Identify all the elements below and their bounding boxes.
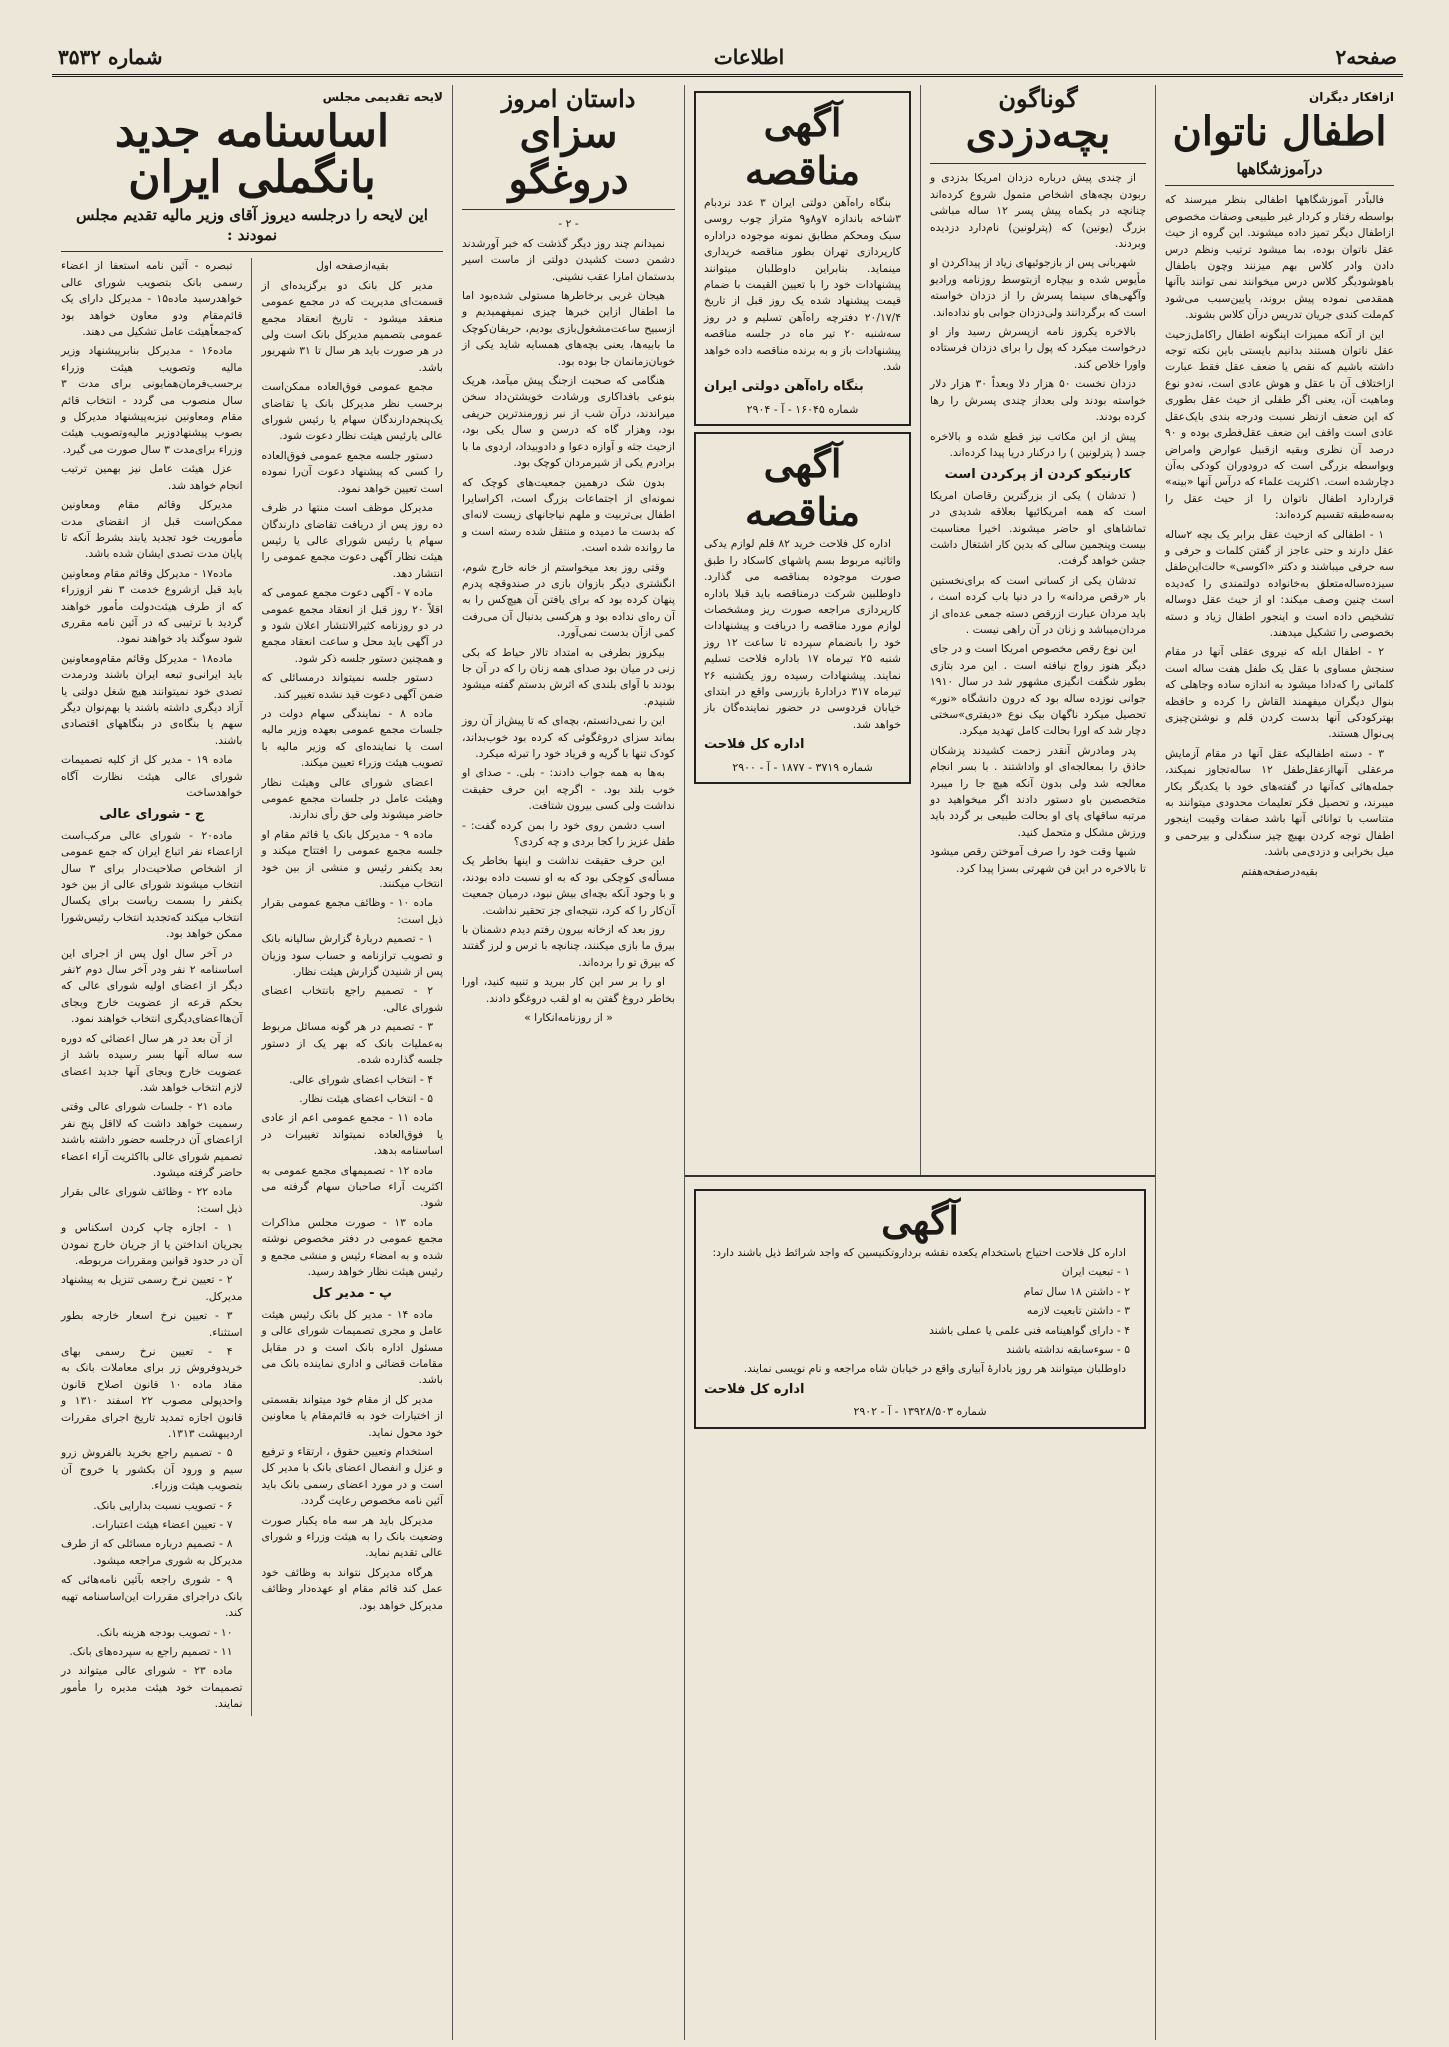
paragraph: استخدام وتعیین حقوق ، ارتقاء و ترفیع و عزل و انفصال اعضای بانک با مدیر کل است و در مورد اعضای رسمی بانک باید آئین نامه مخصوص رعایت گردد.	[261, 1445, 443, 1508]
paragraph: ماده ۱۲ - تصمیمهای مجمع عمومی به اکثریت آراء صاحبان سهام گرفته می شود.	[261, 1163, 443, 1210]
paragraph: ۴ - تعیین نرخ رسمی بهای خریدوفروش زر برای معاملات بانک به‌ مفاد ماده ۱۰ قانون اصلاح قانون واحدپولی مصوب ۲۲ اسفند ۱۳۱۰ و قانون اجازه تمدید تاریخ اجرای مقررات اردیبهشت ۱۳۱۳.	[61, 1345, 243, 1441]
paragraph: تدشان یکی از کسانی است که برای‌نخستین بار «رقص مردانه» را در دنیا باب کرده است ، باید مردان عبارت ازرقص دسته جمعی عده‌ای از مردان‌میباشد و زنان در آن راهی نیست .	[930, 573, 1146, 636]
paragraph: ۳ - تصمیم در هر گونه مسائل مربوط به‌عملیات بانک که بهر یک از دستور جلسه گذارده شده.	[261, 1020, 443, 1067]
ad-tender-railway	[694, 91, 911, 426]
paragraph: نمیدانم چند روز دیگر گذشت که خبر آورشدند دشمن دست کشیدن دولتی از ماست اسیر بدستمان امارا عقب نشینی.	[462, 236, 675, 283]
paragraph: عزل هیئت عامل نیز بهمین ترتیب انجام خواهد شد.	[61, 462, 243, 492]
paragraph: ماده ۹ - مدیرکل بانک یا قائم مقام او جلسه مجمع عمومی را افتتاح میکند و بعد یکنفر رئیس و منشی از بین خود انتخاب میکنند.	[261, 827, 443, 891]
article-kicker: لایحه تقدیمی مجلس	[322, 90, 443, 104]
paragraph: روز بعد که ازخانه بیرون رفتم دیدم دشمنان با بیرق ما بازی میکنند، چنانچه با ترس و لرز گفتند که بیرق تو را برده‌اند.	[462, 923, 675, 969]
paragraph: ۱ - تصمیم دربارهٔ گزارش سالیانه بانک و تصویب ترازنامه و حساب سود وزیان پس از شنیدن گزارش هیئت نظار.	[261, 932, 443, 979]
issue-number: شماره ۳۵۳۲	[58, 45, 163, 69]
paragraph: اعضای شورای عالی وهیئت نظار وهیئت عامل در جلسات مجمع عمومی حاضر میشوند ولی حق رأی ندارند.	[261, 775, 443, 822]
ad-reference: شماره ۳۷۱۹ - ۱۸۷۷ - آ - ۲۹۰۰	[732, 760, 873, 774]
section-heading: پ - مدیر کل	[312, 1286, 393, 1302]
paragraph: مدیرکل باید هر سه ماه یکبار صورت وضعیت بانک را به هیئت وزراء و شورای عالی تقدیم نماید.	[261, 1513, 443, 1560]
paragraph: ماده ۱۳ - صورت مجلس مذاکرات مجمع عمومی در دفتر مخصوص نوشته شده و به امضاء رئیس و منشی مجمع و رئیس هیئت نظار خواهد رسید.	[261, 1215, 443, 1278]
article-headline: اساسنامه جدید بانگملی ایران	[114, 106, 390, 204]
paragraph: ۶ - تصویب نسبت بدارایی بانک.	[93, 1498, 233, 1512]
paragraph: شهربانی پس از بازجوئیهای زیاد از پیداکردن او مأیوس شده و بیچاره ازبتوسط روزنامه ورادیو وآگهی‌های سینما پسرش را از دزدان خواسته است که برگردانند ولی‌دزدان جوابی باو نداده‌اند.	[930, 256, 1146, 319]
paragraph: مجمع عمومی فوق‌العاده ممکن‌است برحسب نظر مدیرکل بانک یا تقاضای یک‌پنجم‌دارندگان سهام یا رئیس شورای عالی یا‌رئیس هیئت نظار دعوت شود.	[261, 380, 443, 443]
ad-signature: اداره کل فلاحت	[704, 1381, 805, 1397]
paragraph: ماده۱۸ - مدیرکل وقائم مقام‌ومعاونین باید ایرانی‌و تبعه ایران باشند ودرمدت تصدی خود نمیتوانند هیچ شغل دولتی یا آزاد دیگری داشته باشند یا بهم‌نوان‌ دیگر سهم یا بنگاه‌ی در بنگاههای اقتصادی باشند.	[61, 651, 243, 747]
paragraph: هرگاه مدیرکل نتواند به وظائف خود عمل کند قائم مقام او عهده‌دار وظائف مدیرکل خواهد بود.	[261, 1565, 443, 1612]
paragraph: ماده ۱۰ - وظائف مجمع عمومی بقرار ذیل است:	[261, 896, 443, 926]
paragraph: ۹ - شوری‌ راجعه بآئین نامه‌هائی که بانک در‌اجرای مقررات این‌اساسنامه تهیه کند.	[61, 1573, 243, 1620]
middle-top-row	[685, 85, 1155, 1175]
ad-signature: بنگاه راه‌آهن دولتی ایران	[704, 379, 864, 395]
paragraph: تبصره - آئین نامه استعفا از اعضاء رسمی بانک بتصویب شورای عالی خواهدرسید ماده۱۵ - مدیرکل دارای یک قائم‌مقام ودو معاون خواهد بود که‌جمعاًهیئت عامل تشکیل می دهند.	[61, 259, 243, 339]
paragraph: شبها وقت خود را صرف آموختن رقص میشود تا بالاخره در این فن شهرتی بسزا پیدا کرد.	[930, 845, 1146, 875]
paragraph: از چندی پیش درباره دزدان امریکا بدزدی و ربودن بچه‌های اشخاص متمول شروع کرده‌اند چنانچه در یکماه پیش پسر ۱۲ ساله‌ مباشی بزرگ (یونین) که (پترلونین) نام‌دارد دزدیده وبردند.	[930, 171, 1146, 251]
paragraph: بدون شک درهمین جمعیت‌های کوچک که نمونه‌ای از اجتماعات بزرگ است، اکراسایرا اطفال بی‌تربیت و ملهم نیاجانهای زیست لانه‌ای که بدست ما دمیده و منتقل شده رسته است و ما روانده شده است.	[462, 475, 675, 555]
paragraph: ماده ۱۴ - مدیر کل بانک‌ رئیس هیئت عامل و مجری تصمیمات شورای عالی و مسئول اداره بانک است و در مقابل مقامات‌ قضائی و اداری نماینده بانک می باشد.	[261, 1307, 443, 1387]
paragraph: فالباًدر آموزشگاهها اطفالی بنظر میرسند که بواسطه رفتار و کردار غیر طبیعی وصفات مخصوص ازاطفال دیگر تمیز داده میشوند. این گروه از حیث عقل ناتوان بوده، بما میشود ترتیب ونظم درس دادن وادر کلاس بهم میزنند وچون باطفال باهوشودیگر کلاس درس میخوانند نمی توانند باآنها همقدمی نموده پیش بروند، پایین‌سبب می‌شود کم‌ملت کندی جریان تدریس درآن کلاس بشوند.	[1165, 193, 1394, 322]
paragraph: ماده ۱۱ - مجمع عمومی اعم از عادی یا فوق‌العاده نمیتواند تغییرات در اساسنامه بدهد.	[261, 1111, 443, 1158]
paragraph: هنگامی که صحبت ازجنگ پیش میآمد، هریک بنوعی بافداکاری ورشادت خویشتن‌داد سخن میراندند، درآن شب از نبر زورمندترین حریفی بود، وهزار گاه که درسن و سال یکی بود، ازحیث جثه و آوازه دعوا و داد‌وبیداد، اردوی ما با برادرم یکی از شیرمردان کوچک بود.	[462, 374, 675, 470]
ad-title: آگهی	[881, 1198, 959, 1243]
paragraph: مدیر کل از مقام خود میتواند بقسمتی از اختیارات خود به قائم‌مقام یا معاونین خود محول نماید.	[261, 1392, 443, 1439]
ad-top-filler	[685, 85, 920, 1175]
ad-reference: شماره ۱۳۹۲۸/۵۰۳ - آ - ۲۹۰۲	[853, 1405, 987, 1419]
paragraph: ۲ - تعیین نرخ رسمی تنزیل به پیشنهاد مدیرکل.	[61, 1273, 243, 1303]
paragraph: ( تدشان ) یکی از بزرگترین رقاصان امریکا است که همه امریکائیها بعلاقه‌ شدیدی در تماشاهای او حاضر میشوند. اخیرا معناسبت بیست وپنجمین سالی که بدین کار اشتغال داشت جشن خواهد گرفت.	[930, 488, 1146, 568]
divider	[462, 209, 675, 210]
article-headline: بچه‌دزدی	[965, 110, 1111, 158]
ad-list-item: ۳ - داشتن تابعیت لازمه	[1026, 1304, 1130, 1318]
statute-columns	[61, 258, 443, 1715]
paragraph: ۱۱ - تصمیم راجع به سپرده‌های بانک.	[69, 1644, 233, 1658]
paragraph: ماده ۲۱ - جلسات شورای عالی وقتی رسمیت خواهد داشت که لااقل پنج نفر ازاعضای آن درجلسه حضور داشته باشند تصمیم شورای عالی بااکثریت آراء اعضاء حاضر گرفته میشود.	[61, 1100, 243, 1179]
article-headline: سزای دروغگو	[508, 110, 629, 204]
section-heading: ج - شورای عالی	[99, 807, 205, 823]
ad-notice-area	[685, 1175, 1155, 2035]
section-tag: داستان امروز	[501, 85, 636, 113]
paragraph: او را بر سر این کار ببرید و تنبیه کنید، اورا بخاطر دروغ گفتن به‌ او لقب دروغگو دادند.	[462, 975, 675, 1005]
paragraph: ۲ - تصمیم راجع بانتخاب اعضای شورای عالی.	[261, 984, 443, 1014]
source-note: « از روزنامه‌انکارا »	[524, 1011, 613, 1025]
paragraph: ۳ - تعیین نرخ اسعار خارجه بطور استثناء.	[61, 1309, 243, 1339]
statute-column-left	[61, 258, 252, 1715]
article-bank-statute	[52, 85, 452, 2040]
paragraph: ۴ - انتخاب اعضای شورای عالی.	[289, 1072, 433, 1086]
masthead	[52, 40, 1403, 77]
columns	[52, 85, 1403, 2040]
paragraph: ماده ۲۳ - شورای عالی میتواند در تصمیمات خود هیئت مدیره را‌ مأمور نمایند.	[61, 1664, 243, 1711]
part-number: - ۲ -	[558, 217, 579, 231]
ad-title: آگهی مناقصه	[745, 441, 860, 535]
paragraph: این از آنکه ممیزات اینگونه اطفال راکامل‌زحیث عقل ناتوان هستند بدانیم بایستی باین نکته توجه داشته باشیم که نقص یا ضعف عقل فقط عبارت ازاختلاف آن با عقل و هوش عادی است، نه‌دو نوع وماهیت آن، یعنی اگر طفلی از حیث عقل بطوری که این ضعف ازنظر نسبت ودرجه بندی بایک‌عقل عادی است واقف این ضعف عقل‌فطری بوده و ۹۰ درصد آن نظری وبقیه ازقبیل عوارض وامراض وبواسطه‌ بزرگی است که‌ درودوران کودکی به‌آن دچارشده است. ۱کثریت علماء که درآس آنها «بینه» قراردارد اطفال ناتوان را از حیث عقل را به‌سه‌طبقه تقسیم کرده‌اند:	[1165, 327, 1394, 522]
divider	[1165, 185, 1394, 186]
paragraph: ۱۰ - تصویب بودجه هزینه بانک.	[96, 1625, 233, 1639]
paragraph: ماده ۷ - آگهی دعوت مجمع عمومی که اقلاً ۲۰ روز قبل از انعقاد مجمع عمومی در دو روزنامه کثیرالانتشار اعلان شود و در آگهی باید محل و ساعت انعقاد مجمع و همچنین دستور جلسه ذکر شود.	[261, 586, 443, 665]
paragraph: هیجان غربی برخاطرها مستولی شده‌بود اما ما اطفال ازاین خبرها چیزی نمیفهمیدیم و ازسبیح ساعت‌مشغول‌بازی بودیم، حریفان‌کوچک ما بابیه‌ها، یعنی بچه‌های همسایه شاید یکی از خوبان‌زمانمان جا بوده بود.	[462, 289, 675, 368]
article-subhead: این لایحه را درجلسه دیروز آقای وزیر مالیه تقدیم مجلس نمودند :	[76, 206, 428, 245]
middle-pane	[684, 85, 1155, 2040]
paragraph: مدیرکل وقائم مقام ومعاونین ممکن‌است قبل از انقضای مدت مأموریت خود تجدید یابند بشرط آنکه تا پایان مدت تصدی ایشان شده باشد.	[61, 498, 243, 561]
paragraph: دزدان نخست ۵۰ هزار دلا وبعداً ۳۰ هزار دلار خواسته بودند ولی بعداز چندی پسرش را رها کرده بودند.	[930, 377, 1146, 424]
paragraph: ۳ - دسته اطفالیکه عقل آنها در مقام آزمایش مرعقلی آنهاازعقل‌طفل ۱۲ ساله‌تجاوز نمیکند، جمله‌هائی که‌آنها در گفته‌های خود با یکدیگر بکار میبرند، و تحصیل فکر تعلیمات محدودی میتوانند به‌ متناسب با توانائی آنها باشد صفات وقیبت اینجور اطفال توجه کردن بهیچ چیز سنگدلی و بیرحمی و میل بخرابی و دزدی‌می باشد.	[1165, 746, 1394, 859]
ad-list-item: ۴ - دارای گواهینامه فنی علمی یا عملی باشند	[929, 1323, 1130, 1337]
paragraph: اسب دشمن روی خود را بمن کرده گفت: - طفل عزیز را کجا بردی و چه کردی؟	[462, 818, 675, 849]
paragraph: به‌ها به همه جواب دادند: - بلی. - صدای او خوب بلند بود. - اگرچه این حرف حقیقت نداشت ولی کسی بیرون شتافت.	[462, 766, 675, 813]
paragraph: بیکروز بطرفی به‌ امتداد تالار حیاط که بکی زنی در میان بود صدای همه زنان را که در آن جا بودند با آوای بلندی که اثرش بدستم گفته میشود شنیدم.	[462, 645, 675, 708]
ad-notice-hiring	[694, 1189, 1146, 1429]
ad-intro: اداره کل فلاحت احتیاج باستخدام یکعده نقشه برداروتکنیسین که واجد شرائط ذیل باشند دارد:	[712, 1246, 1126, 1259]
paragraph: ۱ - اطفالی که ازحیث عقل برابر یک بچه ۲ساله عقل دارند و حتی عاجز از گفتن کلمات و حرفی و سه حرفی میباشند و دکتر «اکوسی» حالت‌این‌طفل سیزده‌ساله‌متعلق به‌خانواده دولتمندی را که‌دیده است چنین وصف میکند: او از حیث عقل دوساله تشخیص داده است و اینجور اطفال زیاد و دسته بخصوصی را تشکیل میدهند.	[1165, 527, 1394, 639]
continued-from: بقیه‌ازصفحه اول	[315, 259, 389, 273]
divider	[61, 251, 443, 252]
paragraph: ماده ۸ - نمایندگی سهام دولت در جلسات مجمع عمومی بعهده وزیر مالیه است یا نماینده‌ای که وزیر مالیه با تصویب هیئت وزراء تعیین میکند.	[261, 706, 443, 770]
divider	[930, 163, 1146, 164]
ad-list-item: ۱ - تبعیت ایران	[1061, 1265, 1130, 1279]
paragraph: ۱ - اجازه چاپ کردن اسکناس و بجریان انداختن یا از جریان خارج نمودن آن در حدود قوانین ومقررات مربوطه.	[61, 1221, 243, 1267]
article-kicker: ازافکار دیگران	[1308, 90, 1394, 104]
ad-body: بنگاه راه‌آهن دولتی ایران ۳ عدد نردبام ۳شاخه باندازه ۷و۸و۹ متراز چوب روسی سبک ومحکم مطابق نمونه موجوده دراداره‌ کارپردازی تهران بطور مناقصه خریداری مینماید. بنابراین داوطلبان میتوانند پیشنهادات خود را با تعیین القیمت با ضمام قیمت پیشنهاد شده یک روز قبل از تاریخ ۲۰/۱۷/۴ دفترچه راه‌آهن تسلیم و در روز سه‌شنبه ۲۰ تیر ماه در جلسه مناقصه پیشنهادات باز و به ‌برنده مناقصه داده خواهد شد.	[704, 196, 901, 374]
statute-column-right	[262, 258, 444, 1715]
paragraph: ۲ - اطفال ابله که نیروی عقلی آنها در مقام سنجش مساوی با عقل یک طفل هفت ساله است کلماتی را که‌دادا میشود به‌ اندازه ساده وجاهلی که بنوال دیگران میفهمند القاش را کرده و حافظه بهترکودکی آنها بدست کردن قلم و نوشتن‌چیزی پی‌نوال هستند.	[1165, 645, 1394, 741]
article-subhead: درآموزشگاهها	[1236, 160, 1323, 179]
paragraph: وقتی روز بعد میخواستم از خانه خارج شوم، انگشتری دیگر بازوان بازی در صندوقچه پدرم پنهان کرده بود که برای یافتن آن هیچ‌کس را به‌ آن ره‌ای نداده بود و هرکسی بدنبال آن می‌رفت کمی ازآن بدست نمی‌آورد.	[462, 560, 675, 640]
paragraph: از آن بعد در هر سال اعضائی که دوره سه ساله آنها بسر رسیده باشد از عضویت خارج وبجای آنها جدید اعضای لازم انتخاب خواهد شد.	[61, 1031, 243, 1094]
paragraph: دستور جلسه مجمع عمومی فوق‌العاده را کسی که پیشنهاد دعوت آن‌را نموده است تعیین خواهد نمود.	[261, 448, 443, 495]
paragraph: این را نمی‌دانستم، بچه‌ای که تا پیش‌از آن روز بماند سزای دروغگوئی که کرده بود خوب‌بداند، کودک تنها با گریه و فریاد خود را تبرئه میکرد.	[462, 714, 675, 760]
article-kidnapping	[920, 85, 1155, 1175]
paper-name: اطلاعات	[713, 45, 785, 69]
paragraph: در آخر سال اول پس از اجرای این اساسنامه ۲ نفر ودر آخر سال دوم ۲نفر دیگر از اعضای اولیه شورای عالی که بحکم قرعه از عضویت خارج وبجای آن‌ها‌اعضای‌دیگری انتخاب خواهند نمود.	[61, 946, 243, 1026]
ad-footer: داوطلبان میتوانند هر روز بادارهٔ آبیاری واقع در خیابان شاه مراجعه و نام نویسی نمایند.	[743, 1362, 1126, 1376]
paragraph: این حرف حقیقت نداشت و اینها بخاطر یک مسأله‌ی کوچکی بود که به‌ او نسبت داده بودند، و با وجود آنکه بچه‌ای بیش نبود، درمیان جمعیت آن‌کار را که کرد، نتیجه‌ای جز تحقیر نداشت.	[462, 854, 675, 917]
page-number: صفحه۲	[1335, 45, 1397, 69]
paragraph: ماده۱۶ - مدیرکل بنابرپیشنهاد وزیر مالیه وتصویب هیئت وزراء برحسب‌فرمان‌همایونی برای مدت ۳ سال منصوب می گردد - انتخاب قائم مقام ومعاونین نیزبه‌پیشنهاد مدیرکل و بصوب پیشنهادوزیر مالیه‌وتصویب هیئت وزراء برای‌مدت ۳ سال صورت می گیرد.	[61, 344, 243, 456]
paragraph: ماده ۱۹ - مدیر کل از کلیه تصمیمات شورای عالی هیئت نظارت آگاه خواهد‌ساخت	[61, 753, 243, 799]
paragraph: ۷ - تعیین اعضاء هیئت اعتبارات.	[91, 1518, 233, 1532]
paragraph: ۵ - انتخاب اعضای هیئت نظار.	[299, 1091, 433, 1105]
ad-signature: اداره کل فلاحت	[704, 737, 805, 753]
paragraph: پدر ومادرش آنقدر زحمت کشیدند پزشکان حاذق را بمعالجه‌ای او واداشتند . با بسر انجام معالجه شد ولی بدون آنکه هیچ جا را میبرد متخصصین باو دستور دادند اگر میخواهید دو مرتبه ساقهای پای او بحالت طبیعی بر گردد باید ورزش مشکل و متحمل کنید.	[930, 743, 1146, 839]
ad-body: اداره کل فلاحت خرید ۸۲ قلم لوازم یدکی واثاثیه مربوط بسم پاشهای کاسکاد را طبق صورت موجوده بمناقصه می گذارد. داوطلبین شرکت درمناقصه باید قبلا باداره کارپردازی مراجعه صورت ریز ومشخصات لوازم مورد مناقصه را دریافت و پیشنهادات خود را بانضمام سپرده تا ساعت ۱۲ روز شنبه ۲۵ تیرماه ۱۷ باداره فلاحت تسلیم نمایند. پیشنهادات رسیده روز یکشنبه ۲۶ تیرماه ۳۱۷ درادارهٔ بازرسی واقع در ابتدای خیابان فردوسی در حضور نماینده‌گان باز خواهد شد.	[704, 537, 901, 731]
paragraph: ۸ - تصمیم درباره مسائلی که از طرف مدیرکل به شوری مراجعه میشود.	[61, 1537, 243, 1567]
paragraph: دستور جلسه نمیتواند درمسائلی که ضمن آگهی دعوت قید نشده تغییر کند.	[261, 671, 443, 701]
article-headline: اطفال ناتوان	[1172, 108, 1387, 156]
paragraph: این نوع رقص مخصوص امریکا است و در جای دیگر هنوز رواج نیافته است . این مرد بتازی بطور شگفت انگیزی مشهور شد در سال ۱۹۱۰ جوانی نوزده ساله بود که درون دانشگاه «نور» تحصیل میکرد ناگهان بیک نوع «دیفتری»سختی دچار شد که اورا بحالت کامل تهدید میکرد.	[930, 642, 1146, 738]
ad-tender-agriculture	[694, 432, 911, 784]
article-subhead: کارنیکو کردن از پرکردن است	[944, 467, 1132, 483]
paragraph: ۵ - تصمیم راجع بخرید بالفروش زرو سیم و ورود آن بکشور یا خروج آن بتصویب هیئت وزراء.	[61, 1446, 243, 1493]
article-weak-children	[1155, 85, 1403, 2040]
ad-reference: شماره ۱۶۰۴۵ - آ - ۲۹۰۴	[746, 402, 859, 416]
paragraph: بالاخره یکروز نامه ازپسرش رسید واز او درخواست میکرد که پول را برای دزدان فرستاده واورا خلاص کند.	[930, 325, 1146, 371]
paragraph: مدیرکل موظف است منتها در ظرف ده روز پس از دریافت تقاضای دارندگان سهام یا رئیس شورای عالی یا رئیس هیئت نظار آگهی دعوت مجمع عمومی را انتشار دهد.	[261, 501, 443, 580]
ad-list-item: ۵ - سوءسابقه نداشته باشند	[1006, 1343, 1130, 1357]
ad-list-item: ۲ - داشتن ۱۸ سال تمام	[1023, 1284, 1130, 1298]
paragraph: مدیر کل بانک دو برگزیده‌ای از قسمت‌ای مدیریت که در مجمع عمومی منعقد میشود - تاریخ انعقاد مجمع عمومی بتصمیم مدیرکل بانک است ولی در هر صورت باید هر سال تا ۳۱ شهریور باشد.	[261, 278, 443, 374]
paragraph: پیش از این مکاتب‌ نیز قطع شده و بالاخره جسد ( پترلونین ) را درکنار دریا پیدا کرده‌اند.	[930, 429, 1146, 459]
paragraph: ماده۲۰ - شورای عالی مرکب‌است ازاعضاء نفر اتباع ایران که جمع عمومی از اشخاص صلاحیت‌دار برای ۳ سال انتخاب میشوند شورای عالی از بین خود یکنفر را بسمت ریاست برای یکسال انتخاب میکند که‌تجدید انتخاب رئیس‌شورا ممکن خواهد بود.	[61, 828, 243, 941]
paragraph: ماده۱۷ - مدیرکل وقائم مقام ومعاونین باید قبل ازشروع خدمت ۳ نفر ازوزراء که از طرف هیئت‌دولت مأمور خواهند گردید با ترتیبی که در آئین نامه مقرری شود سوگند یاد خواهند نمود.	[61, 566, 243, 646]
continued-note: بقیه‌درصفحه‌هفتم	[1241, 864, 1318, 878]
ad-title: آگهی مناقصه	[745, 100, 860, 193]
paragraph: ماده ۲۲ - وظائف شورای عالی بقرار ذیل است:	[61, 1185, 243, 1215]
article-story	[452, 85, 684, 2040]
section-tag: گوناگون	[998, 85, 1078, 113]
